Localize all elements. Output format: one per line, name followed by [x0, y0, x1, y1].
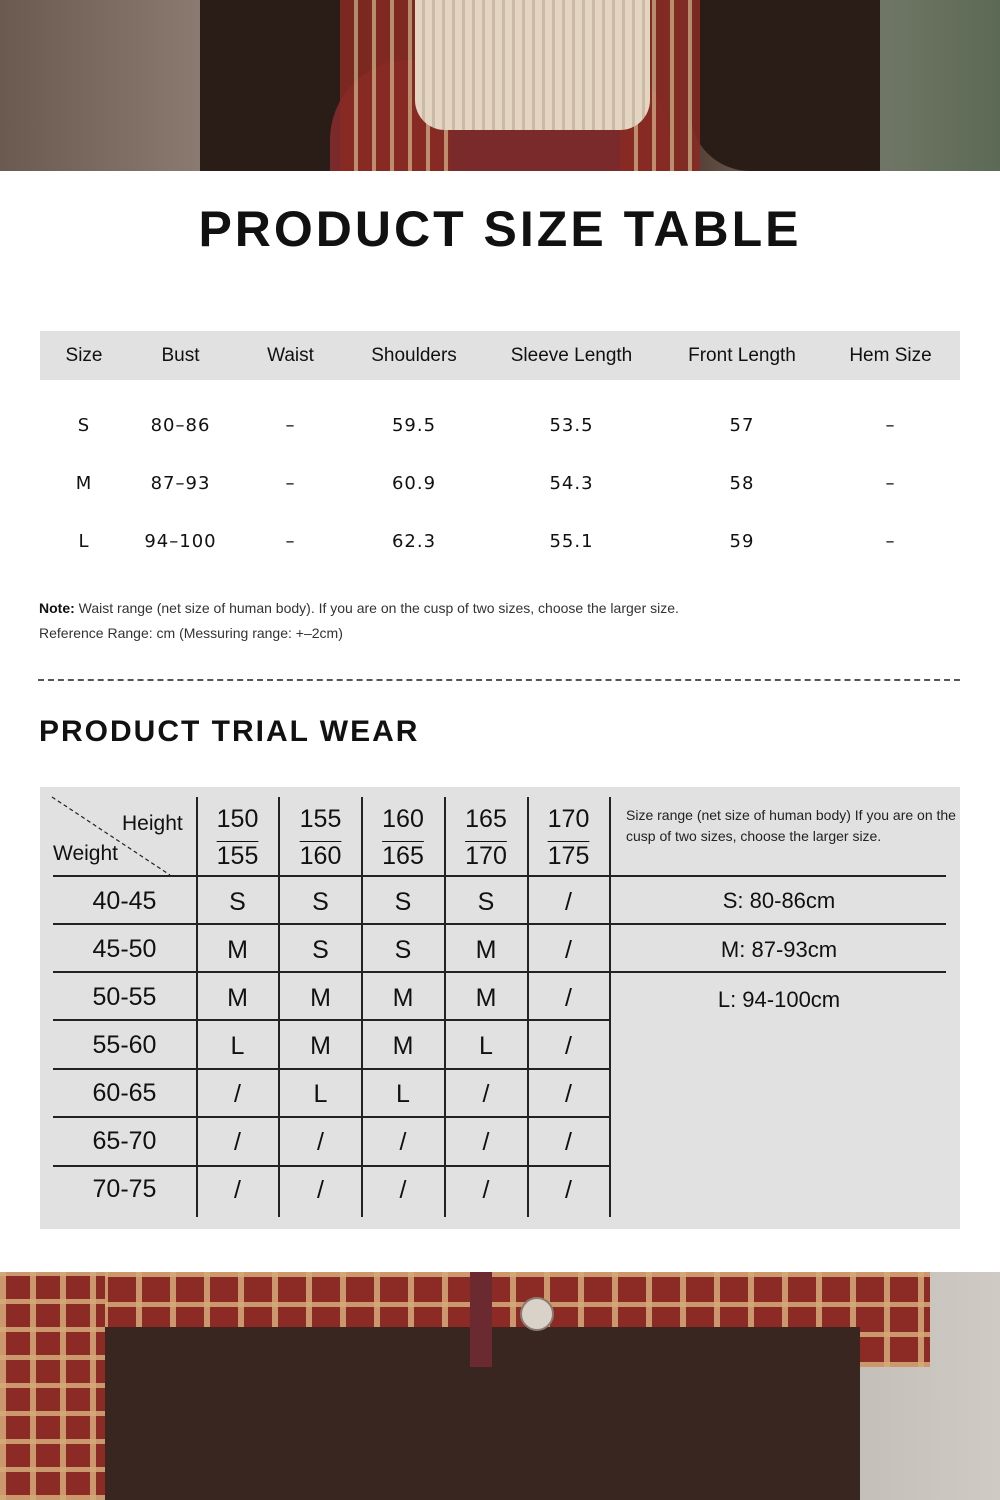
trial-grid-cell: /	[565, 936, 572, 964]
trial-grid-cell: S	[394, 888, 412, 916]
table-cell: 55.1	[549, 530, 594, 552]
note-line-1: Waist range (net size of human body). If you are on the cusp of two sizes, choose the larger size.	[74, 600, 679, 616]
weight-label: 70-75	[92, 1175, 157, 1203]
height-header: 165 170	[465, 805, 507, 870]
table-row	[40, 454, 960, 512]
header-shoulders: Shoulders	[371, 344, 457, 366]
trial-grid-cell: M	[392, 984, 414, 1012]
height-header: 155 160	[299, 805, 342, 870]
trial-grid-cell: /	[482, 1080, 490, 1108]
header-front-length: Front Length	[688, 344, 796, 366]
header-waist: Waist	[267, 344, 314, 366]
header-bust: Bust	[161, 344, 200, 366]
weight-label: 50-55	[92, 983, 157, 1011]
size-range-m: M: 87-93cm	[720, 937, 838, 962]
trial-grid-cell: S	[312, 888, 329, 916]
size-table	[40, 331, 960, 570]
trial-grid-cell: M	[310, 984, 331, 1012]
trial-grid-cell: M	[310, 1032, 331, 1060]
table-cell: L	[78, 530, 90, 552]
trial-grid-cell: M	[475, 984, 497, 1012]
trial-grid-cell: /	[399, 1128, 407, 1156]
table-cell: 59.5	[391, 414, 437, 436]
table-row	[40, 512, 960, 570]
trial-grid-cell: M	[227, 936, 248, 964]
table-cell: –	[885, 530, 896, 552]
table-cell: M	[75, 472, 93, 494]
table-cell: 87–93	[150, 472, 211, 494]
table-cell: S	[77, 414, 91, 436]
table-cell: –	[285, 472, 296, 494]
weight-label: 40-45	[92, 887, 157, 915]
trial-grid-cell: /	[565, 1080, 572, 1108]
table-cell: –	[885, 472, 896, 494]
weight-label: 55-60	[92, 1031, 157, 1059]
weight-label: 45-50	[92, 935, 157, 963]
height-header: 170 175	[547, 805, 590, 870]
table-cell: 62.3	[391, 530, 437, 552]
table-row	[40, 396, 960, 454]
trial-grid-cell: /	[482, 1176, 490, 1204]
corner-weight-label: Weight	[53, 842, 118, 865]
header-sleeve-length: Sleeve Length	[510, 344, 633, 366]
size-note	[39, 596, 679, 646]
product-photo-top	[0, 0, 1000, 171]
header-hem-size: Hem Size	[849, 344, 932, 366]
size-range-note: Size range (net size of human body) If you are on the cusp of two sizes, choose the larger size.	[626, 807, 956, 844]
table-cell: 58	[729, 472, 755, 494]
trial-grid-cell: S	[394, 936, 412, 964]
header-size: Size	[65, 344, 103, 366]
trial-grid-cell: /	[399, 1176, 407, 1204]
table-cell: –	[285, 414, 296, 436]
trial-wear-table	[40, 787, 960, 1229]
trial-grid-cell: /	[565, 984, 572, 1012]
trial-grid-cell: M	[475, 936, 497, 964]
table-cell: –	[285, 530, 296, 552]
trial-grid-cell: L	[479, 1032, 493, 1060]
trial-grid-cell: /	[565, 1032, 572, 1060]
trial-grid-cell: M	[227, 984, 248, 1012]
note-line-2: Reference Range: cm (Messuring range: +–2cm)	[39, 625, 343, 641]
trial-grid-cell: /	[317, 1128, 324, 1156]
trial-grid-cell: L	[313, 1080, 328, 1108]
trial-grid-cell: S	[229, 888, 246, 916]
trial-grid-cell: /	[317, 1176, 324, 1204]
table-cell: 53.5	[549, 414, 594, 436]
trial-grid-cell: S	[477, 888, 495, 916]
size-range-l: L: 94-100cm	[717, 987, 841, 1012]
corner-height-label: Height	[122, 812, 183, 835]
trial-grid-cell: /	[565, 888, 572, 916]
trial-grid-cell: /	[234, 1128, 241, 1156]
product-photo-bottom	[0, 1272, 1000, 1500]
height-header: 150 155	[216, 805, 259, 870]
height-header: 160 165	[382, 805, 424, 870]
trial-grid-cell: /	[234, 1176, 241, 1204]
trial-grid-cell: L	[230, 1032, 245, 1060]
trial-grid-cell: S	[312, 936, 329, 964]
page-title: PRODUCT SIZE TABLE	[198, 201, 802, 257]
trial-grid-cell: /	[482, 1128, 490, 1156]
trial-grid-cell: /	[234, 1080, 241, 1108]
table-cell: 54.3	[549, 472, 594, 494]
table-cell: 60.9	[391, 472, 437, 494]
trial-grid-cell: /	[565, 1176, 572, 1204]
weight-label: 65-70	[92, 1127, 157, 1155]
size-range-s: S: 80-86cm	[722, 888, 836, 913]
table-cell: 80–86	[150, 414, 211, 436]
table-cell: –	[885, 414, 896, 436]
table-cell: 59	[729, 530, 755, 552]
section-divider	[38, 679, 960, 681]
size-table-header	[40, 331, 960, 380]
weight-label: 60-65	[92, 1079, 157, 1107]
table-cell: 57	[729, 414, 755, 436]
trial-grid-cell: M	[392, 1032, 414, 1060]
trial-grid-cell: L	[396, 1080, 410, 1108]
note-label: Note:	[39, 600, 75, 616]
trial-wear-title: PRODUCT TRIAL WEAR	[39, 715, 420, 748]
trial-grid-cell: /	[565, 1128, 572, 1156]
table-cell: 94–100	[144, 530, 217, 552]
